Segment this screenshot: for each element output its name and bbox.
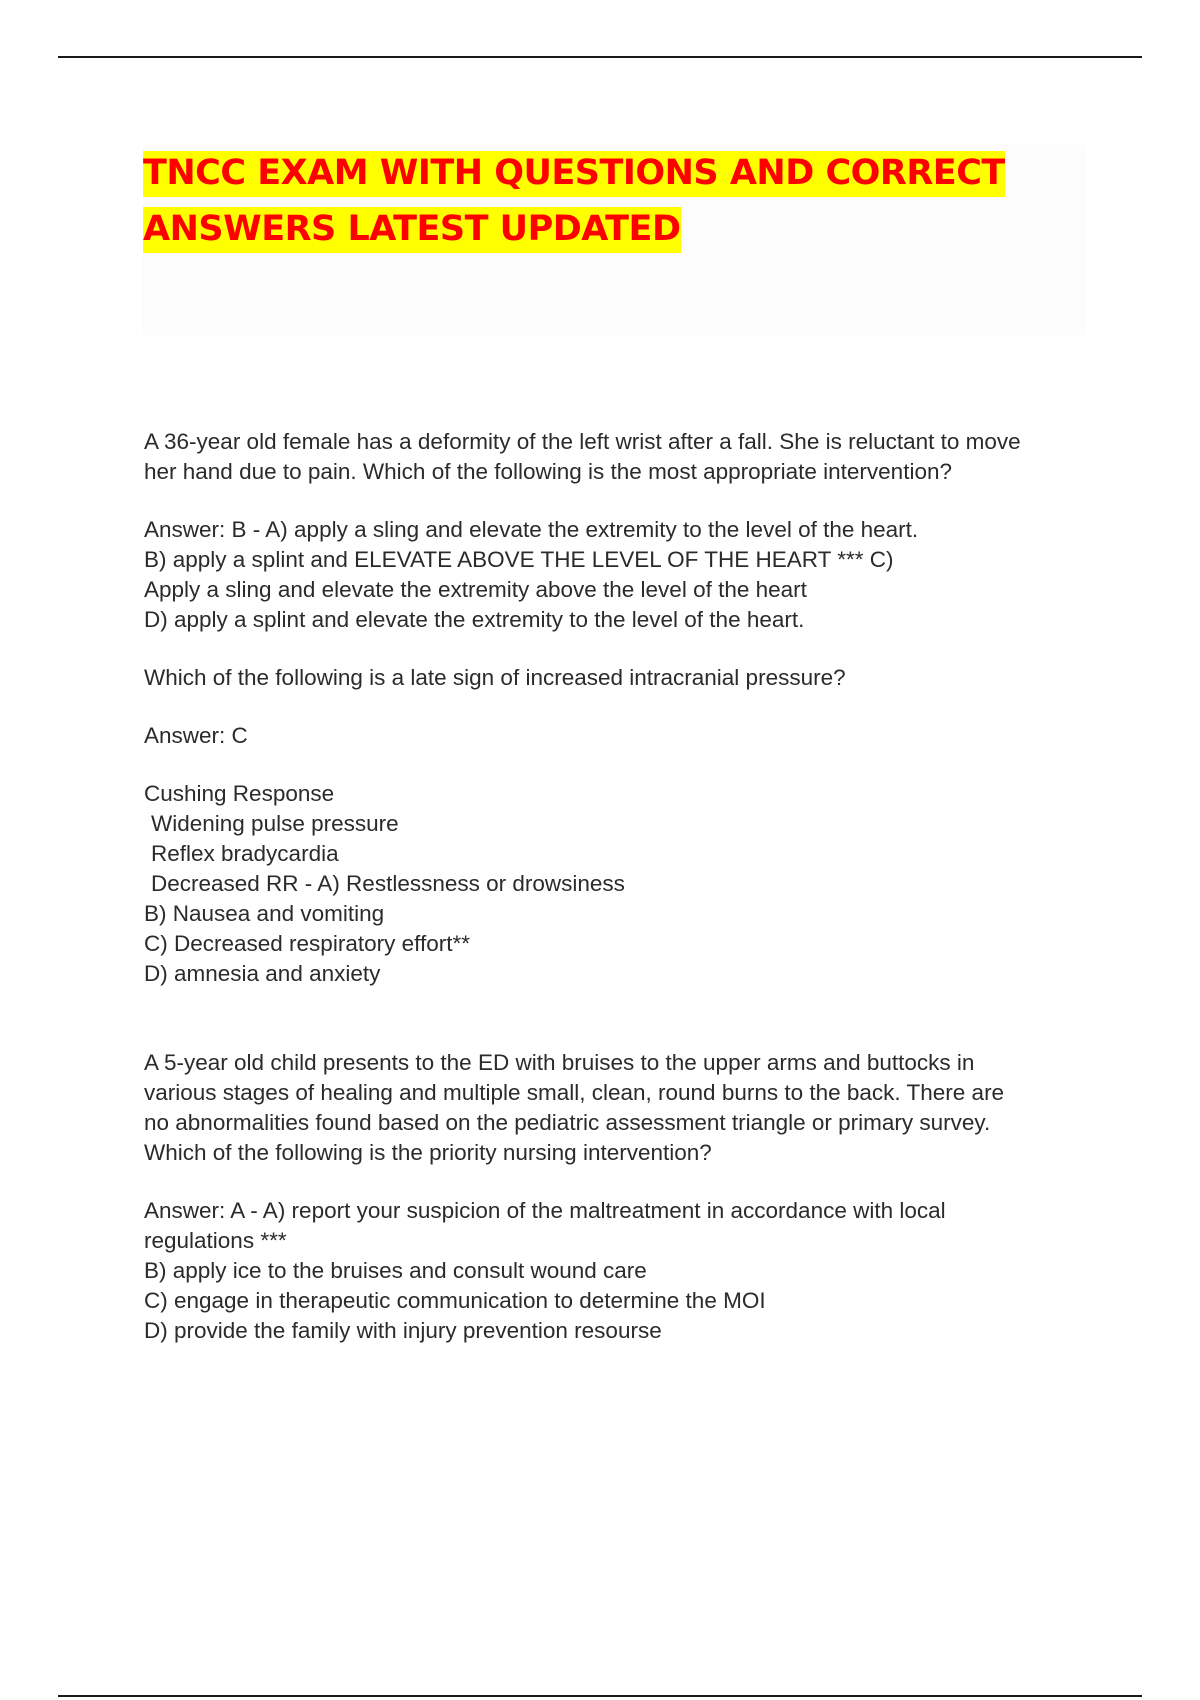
document-title <box>143 145 1085 257</box>
bottom-rule <box>58 1695 1142 1697</box>
answer-detail: Cushing Response <box>144 781 335 806</box>
answer-option: D) amnesia and anxiety <box>144 961 381 986</box>
answer-detail: Decreased RR - A) Restlessness or drowsiness <box>151 871 625 896</box>
question-block-1 <box>144 427 1104 635</box>
answer-option: D) provide the family with injury prevention resourse <box>144 1318 662 1343</box>
question-block-3 <box>144 1048 1104 1346</box>
answer-text: Answer: A - A) report your suspicion of the maltreatment in accordance with local <box>144 1198 946 1223</box>
answer-detail: Widening pulse pressure <box>151 811 399 836</box>
answer-option: B) apply a splint and ELEVATE ABOVE THE LEVEL OF THE HEART *** C) <box>144 547 894 572</box>
question-text: Which of the following is a late sign of increased intracranial pressure? <box>144 665 846 690</box>
answer-detail: Reflex bradycardia <box>151 841 339 866</box>
answer-option: Apply a sling and elevate the extremity above the level of the heart <box>144 577 807 602</box>
answer-option: C) engage in therapeutic communication to determine the MOI <box>144 1288 766 1313</box>
title-line-1: TNCC EXAM WITH QUESTIONS AND CORRECT <box>143 151 1005 197</box>
question-block-2 <box>144 663 1104 989</box>
question-text: no abnormalities found based on the pediatric assessment triangle or primary survey. <box>144 1110 991 1135</box>
answer-option: C) Decreased respiratory effort** <box>144 931 470 956</box>
question-text: her hand due to pain. Which of the following is the most appropriate intervention? <box>144 459 952 484</box>
question-text: various stages of healing and multiple small, clean, round burns to the back. There are <box>144 1080 1005 1105</box>
answer-text: regulations *** <box>144 1228 287 1253</box>
document-body <box>144 427 1104 1346</box>
answer-option: B) Nausea and vomiting <box>144 901 385 926</box>
answer-text: Answer: B - A) apply a sling and elevate the extremity to the level of the heart. <box>144 517 919 542</box>
question-text: Which of the following is the priority nursing intervention? <box>144 1140 712 1165</box>
top-rule <box>58 56 1142 58</box>
question-text: A 5-year old child presents to the ED with bruises to the upper arms and buttocks in <box>144 1050 975 1075</box>
answer-text: Answer: C <box>144 723 248 748</box>
title-line-2: ANSWERS LATEST UPDATED <box>143 207 681 253</box>
title-block <box>143 145 1085 335</box>
answer-option: D) apply a splint and elevate the extremity to the level of the heart. <box>144 607 805 632</box>
answer-option: B) apply ice to the bruises and consult wound care <box>144 1258 647 1283</box>
question-text: A 36-year old female has a deformity of the left wrist after a fall. She is reluctant to move <box>144 429 1021 454</box>
